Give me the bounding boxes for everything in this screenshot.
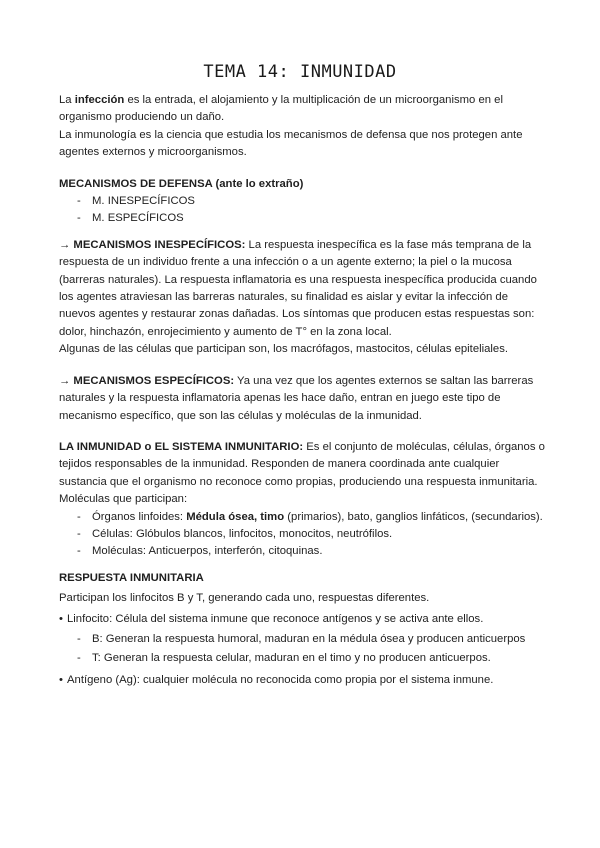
especificos-text: Ya una vez que los agentes externos se saltan las barreras naturales y la respuesta inflamatoria apenas les hace daño, entran en juego este tipo de mecanismo específico, que son las células y moléculas de la inmunidad. (59, 374, 534, 422)
page-title: TEMA 14: INMUNIDAD (203, 62, 397, 82)
intro-pre: La (59, 94, 75, 106)
list-item (59, 631, 545, 648)
organos-post: (primarios), bato, ganglios linfáticos, (secundarios). (284, 510, 543, 523)
linfocito-types (59, 631, 545, 668)
dash-marker: - (77, 652, 81, 665)
mecanismos-heading: MECANISMOS DE DEFENSA (ante lo extraño) (59, 177, 304, 190)
dash-marker: - (77, 632, 81, 645)
mecanismos-list (59, 193, 545, 228)
intro-bold-term: infección (74, 94, 125, 106)
intro-line-2: La inmunología es la ciencia que estudia los mecanismos de defensa que nos protegen ante agentes externos y microorganismos. (59, 128, 523, 159)
dash-marker: - (77, 510, 81, 523)
linfocito-text: Linfocito: Célula del sistema inmune que reconoce antígenos y se activa ante ellos. (67, 612, 484, 625)
organos-bold: Médula ósea, timo (186, 510, 285, 523)
list-item (59, 526, 545, 543)
list-item (59, 509, 545, 526)
list-item (59, 650, 545, 667)
sistema-list (59, 509, 545, 561)
list-item-text: M. INESPECÍFICOS (92, 195, 195, 208)
list-item (59, 193, 545, 210)
intro-paragraph (59, 92, 545, 127)
dash-marker: - (77, 545, 81, 558)
bullet-marker: • (59, 612, 63, 625)
document-body (59, 92, 545, 689)
inespecificos-cells: Algunas de las células que participan son, los macrófagos, mastocitos, células epiteliales. (59, 343, 508, 356)
antigeno-bullet (59, 672, 545, 689)
intro-post: es la entrada, el alojamiento y la multiplicación de un microorganismo en el organismo produciendo un daño. (59, 94, 503, 124)
dash-marker: - (77, 527, 81, 540)
bullet-marker: • (59, 673, 63, 686)
inespecificos-label: → MECANISMOS INESPECÍFICOS: (59, 238, 246, 251)
list-item-text: T: Generan la respuesta celular, maduran en el timo y no producen anticuerpos. (92, 652, 491, 665)
especificos-label: → MECANISMOS ESPECÍFICOS: (59, 374, 235, 387)
list-item-text: Moléculas: Anticuerpos, interferón, citoquinas. (92, 545, 323, 558)
sistema-paragraph (59, 439, 545, 491)
dash-marker: - (77, 212, 81, 225)
organos-pre: Órganos linfoides: (92, 510, 187, 523)
respuesta-intro: Participan los linfocitos B y T, generando cada uno, respuestas diferentes. (59, 592, 430, 605)
list-item-text: B: Generan la respuesta humoral, maduran en la médula ósea y producen anticuerpos (92, 632, 526, 645)
especificos-paragraph (59, 373, 545, 425)
list-item (59, 543, 545, 560)
dash-marker: - (77, 195, 81, 208)
inespecificos-paragraph (59, 237, 545, 341)
antigeno-text: Antígeno (Ag): cualquier molécula no reconocida como propia por el sistema inmune. (67, 673, 494, 686)
linfocito-bullet (59, 611, 545, 628)
list-item-text: Células: Glóbulos blancos, linfocitos, monocitos, neutrófilos. (92, 527, 393, 540)
list-item-text: M. ESPECÍFICOS (92, 212, 184, 225)
respuesta-heading: RESPUESTA INMUNITARIA (59, 571, 204, 584)
inespecificos-text: La respuesta inespecífica es la fase más temprana de la respuesta de un individuo frente a una infección o a un agente externo; la piel o la mucosa (barreras naturales). La respuesta inflamatoria es una respuesta inespecífica producida cuando los agentes atraviesan las barreras naturales, su finalidad es aislar y evitar la infección de nuevos agentes y restaurar zonas dañadas. Los síntomas que producen estas respuestas son: dolor, hinchazón, enrojecimiento y aumento de T° en la zona local. (59, 238, 537, 338)
sistema-participan: Moléculas que participan: (59, 493, 188, 506)
sistema-label: LA INMUNIDAD o EL SISTEMA INMUNITARIO: (59, 440, 304, 453)
list-item (59, 210, 545, 227)
sistema-text: Es el conjunto de moléculas, células, órganos o tejidos responsables de la inmunidad. Responden de manera coordinada ante cualquier sustancia que el organismo no reconoce como propias, produciendo una respuesta inmunitaria. (59, 440, 545, 488)
